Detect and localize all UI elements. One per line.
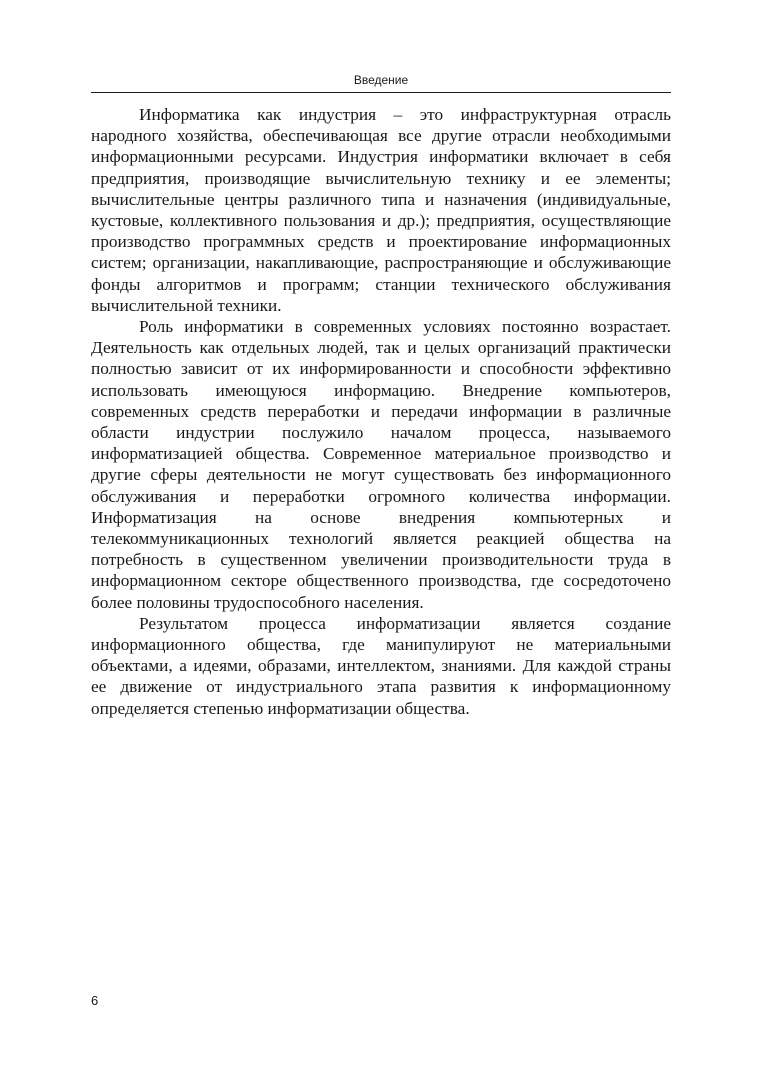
paragraph-role-of-informatics: Роль информатики в современных условиях постоянно возрастает. Деятельность как отдельных людей, так и целых организаций практически полностью зависит от их информированности и способности эффективно использовать имеющуюся информацию. Внедрение компьютеров, современных средств переработки и передачи информации в различные области индустрии послужило началом процесса, называемого информатизацией общества. Современное материальное производство и другие сферы деятельности не могут существовать без информационного обслуживания и переработки огромного количества информации. Информатизация на основе внедрения компьютерных и телекоммуникационных технологий является реакцией общества на потребность в существенном увеличении производительности труда в информационном секторе общественного производства, где сосредоточено более половины трудоспособного населения. [91,317,671,612]
header-divider [91,92,671,93]
body-text [91,104,671,719]
page-number: 6 [91,993,99,1008]
running-head-title: Введение [353,73,409,87]
paragraph-information-society: Результатом процесса информатизации является создание информационного общества, где манипулируют не материальными объектами, а идеями, образами, интеллектом, знаниями. Для каждой страны ее движение от индустриального этапа развития к информационному определяется степенью информатизации общества. [91,613,671,718]
paragraph-informatics-industry: Информатика как индустрия – это инфраструктурная отрасль народного хозяйства, обеспечивающая все другие отрасли необходимыми информационными ресурсами. Индустрия информатики включает в себя предприятия, производящие вычислительную технику и ее элементы; вычислительные центры различного типа и назначения (индивидуальные, кустовые, коллективного пользования и др.); предприятия, осуществляющие производство программных средств и проектирование информационных систем; организации, накапливающие, распространяющие и обслуживающие фонды алгоритмов и программ; станции технического обслуживания вычислительной техники. [91,105,671,315]
